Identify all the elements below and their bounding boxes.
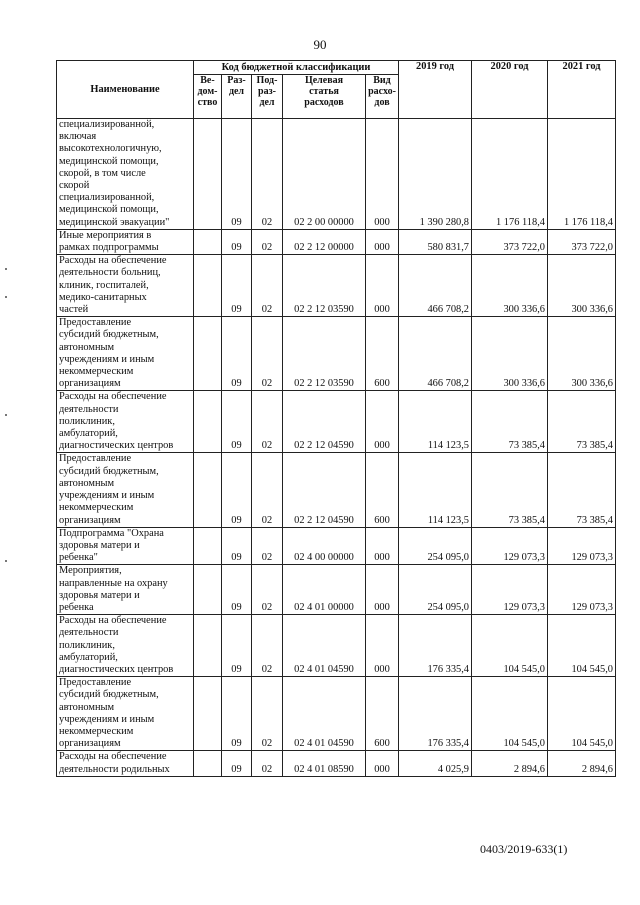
row-name: Иные мероприятия в рамках подпрограммы [57, 229, 194, 254]
row-vid: 000 [366, 565, 399, 615]
table-row [57, 677, 616, 751]
row-razdel: 09 [222, 751, 252, 776]
row-name: Мероприятия, направленные на охрану здоровья матери и ребенка [57, 565, 194, 615]
row-vid: 600 [366, 317, 399, 391]
row-vid: 000 [366, 527, 399, 565]
table-row [57, 615, 616, 677]
row-razdel: 09 [222, 453, 252, 527]
row-2020: 300 336,6 [472, 317, 548, 391]
header-2020: 2020 год [472, 61, 548, 119]
row-name: Подпрограмма "Охрана здоровья матери и ребенка" [57, 527, 194, 565]
row-2021: 373 722,0 [548, 229, 616, 254]
row-2020: 104 545,0 [472, 615, 548, 677]
row-target: 02 2 12 04590 [283, 453, 366, 527]
row-vedomstvo [194, 565, 222, 615]
table-row [57, 527, 616, 565]
header-razdel: Раз- дел [222, 75, 252, 119]
row-target: 02 2 12 00000 [283, 229, 366, 254]
table-row [57, 255, 616, 317]
row-name: Расходы на обеспечение деятельности поликлиник, амбулаторий, диагностических центров [57, 391, 194, 453]
row-2021: 104 545,0 [548, 677, 616, 751]
row-2021: 2 894,6 [548, 751, 616, 776]
row-name: Расходы на обеспечение деятельности больниц, клиник, госпиталей, медико-санитарных частей [57, 255, 194, 317]
row-podrazdel: 02 [252, 565, 283, 615]
row-razdel: 09 [222, 255, 252, 317]
row-vid: 000 [366, 255, 399, 317]
table-row [57, 391, 616, 453]
row-target: 02 4 01 00000 [283, 565, 366, 615]
table-row [57, 453, 616, 527]
row-podrazdel: 02 [252, 255, 283, 317]
row-target: 02 4 00 00000 [283, 527, 366, 565]
margin-mark [5, 560, 7, 562]
row-target: 02 2 00 00000 [283, 119, 366, 230]
row-2019: 176 335,4 [399, 615, 472, 677]
row-2021: 1 176 118,4 [548, 119, 616, 230]
row-target: 02 2 12 03590 [283, 255, 366, 317]
row-2021: 73 385,4 [548, 453, 616, 527]
row-podrazdel: 02 [252, 615, 283, 677]
row-vedomstvo [194, 615, 222, 677]
row-vedomstvo [194, 527, 222, 565]
row-2021: 300 336,6 [548, 255, 616, 317]
row-2019: 254 095,0 [399, 527, 472, 565]
table-row [57, 119, 616, 230]
header-row-1 [57, 61, 616, 75]
row-razdel: 09 [222, 677, 252, 751]
row-2019: 466 708,2 [399, 255, 472, 317]
row-vedomstvo [194, 453, 222, 527]
row-vedomstvo [194, 255, 222, 317]
row-razdel: 09 [222, 391, 252, 453]
row-vedomstvo [194, 119, 222, 230]
row-razdel: 09 [222, 565, 252, 615]
table-row [57, 317, 616, 391]
row-2019: 4 025,9 [399, 751, 472, 776]
row-vid: 000 [366, 391, 399, 453]
row-name: Предоставление субсидий бюджетным, автономным учреждениям и иным некоммерческим организациям [57, 317, 194, 391]
row-podrazdel: 02 [252, 527, 283, 565]
table-row [57, 229, 616, 254]
row-2020: 73 385,4 [472, 391, 548, 453]
row-vid: 000 [366, 119, 399, 230]
row-2020: 104 545,0 [472, 677, 548, 751]
row-2019: 176 335,4 [399, 677, 472, 751]
page-number: 90 [313, 37, 327, 52]
row-2019: 580 831,7 [399, 229, 472, 254]
row-vid: 600 [366, 677, 399, 751]
row-vid: 000 [366, 229, 399, 254]
row-2021: 104 545,0 [548, 615, 616, 677]
row-2021: 73 385,4 [548, 391, 616, 453]
row-2020: 129 073,3 [472, 565, 548, 615]
header-podrazdel: Под- раз- дел [252, 75, 283, 119]
header-name: Наименование [57, 61, 194, 119]
row-podrazdel: 02 [252, 229, 283, 254]
table-row [57, 751, 616, 776]
row-razdel: 09 [222, 615, 252, 677]
row-2019: 114 123,5 [399, 391, 472, 453]
margin-mark [5, 268, 7, 270]
header-target: Целевая статья расходов [283, 75, 366, 119]
row-razdel: 09 [222, 119, 252, 230]
table-row [57, 565, 616, 615]
row-vedomstvo [194, 677, 222, 751]
row-2020: 129 073,3 [472, 527, 548, 565]
header-vid: Вид расхо- дов [366, 75, 399, 119]
row-name: Предоставление субсидий бюджетным, автономным учреждениям и иным некоммерческим организациям [57, 453, 194, 527]
row-name: Предоставление субсидий бюджетным, автономным учреждениям и иным некоммерческим организациям [57, 677, 194, 751]
row-vedomstvo [194, 229, 222, 254]
row-2020: 73 385,4 [472, 453, 548, 527]
row-vid: 000 [366, 751, 399, 776]
row-name: Расходы на обеспечение деятельности поликлиник, амбулаторий, диагностических центров [57, 615, 194, 677]
budget-table [56, 60, 616, 777]
row-razdel: 09 [222, 229, 252, 254]
row-target: 02 2 12 04590 [283, 391, 366, 453]
row-podrazdel: 02 [252, 119, 283, 230]
row-podrazdel: 02 [252, 677, 283, 751]
row-2021: 300 336,6 [548, 317, 616, 391]
row-2019: 114 123,5 [399, 453, 472, 527]
margin-mark [5, 296, 7, 298]
row-2019: 1 390 280,8 [399, 119, 472, 230]
margin-mark [5, 414, 7, 416]
row-target: 02 4 01 08590 [283, 751, 366, 776]
header-vedomstvo: Ве- дом- ство [194, 75, 222, 119]
header-2019: 2019 год [399, 61, 472, 119]
row-podrazdel: 02 [252, 751, 283, 776]
document-code: 0403/2019-633(1) [480, 842, 568, 856]
row-2020: 2 894,6 [472, 751, 548, 776]
row-vid: 600 [366, 453, 399, 527]
row-2020: 373 722,0 [472, 229, 548, 254]
row-2021: 129 073,3 [548, 565, 616, 615]
row-podrazdel: 02 [252, 391, 283, 453]
row-razdel: 09 [222, 527, 252, 565]
row-target: 02 4 01 04590 [283, 615, 366, 677]
row-2020: 1 176 118,4 [472, 119, 548, 230]
row-podrazdel: 02 [252, 317, 283, 391]
row-vedomstvo [194, 391, 222, 453]
row-2020: 300 336,6 [472, 255, 548, 317]
row-name: Расходы на обеспечение деятельности родильных [57, 751, 194, 776]
row-vedomstvo [194, 751, 222, 776]
row-2019: 466 708,2 [399, 317, 472, 391]
row-2019: 254 095,0 [399, 565, 472, 615]
row-vid: 000 [366, 615, 399, 677]
row-2021: 129 073,3 [548, 527, 616, 565]
header-2021: 2021 год [548, 61, 616, 119]
row-vedomstvo [194, 317, 222, 391]
row-target: 02 4 01 04590 [283, 677, 366, 751]
row-target: 02 2 12 03590 [283, 317, 366, 391]
row-razdel: 09 [222, 317, 252, 391]
header-code-group: Код бюджетной классификации [194, 61, 399, 75]
row-podrazdel: 02 [252, 453, 283, 527]
row-name: специализированной, включая высокотехнологичную, медицинской помощи, скорой, в том числе скорой специализированной, медицинской помощи, медицинской эвакуации" [57, 119, 194, 230]
